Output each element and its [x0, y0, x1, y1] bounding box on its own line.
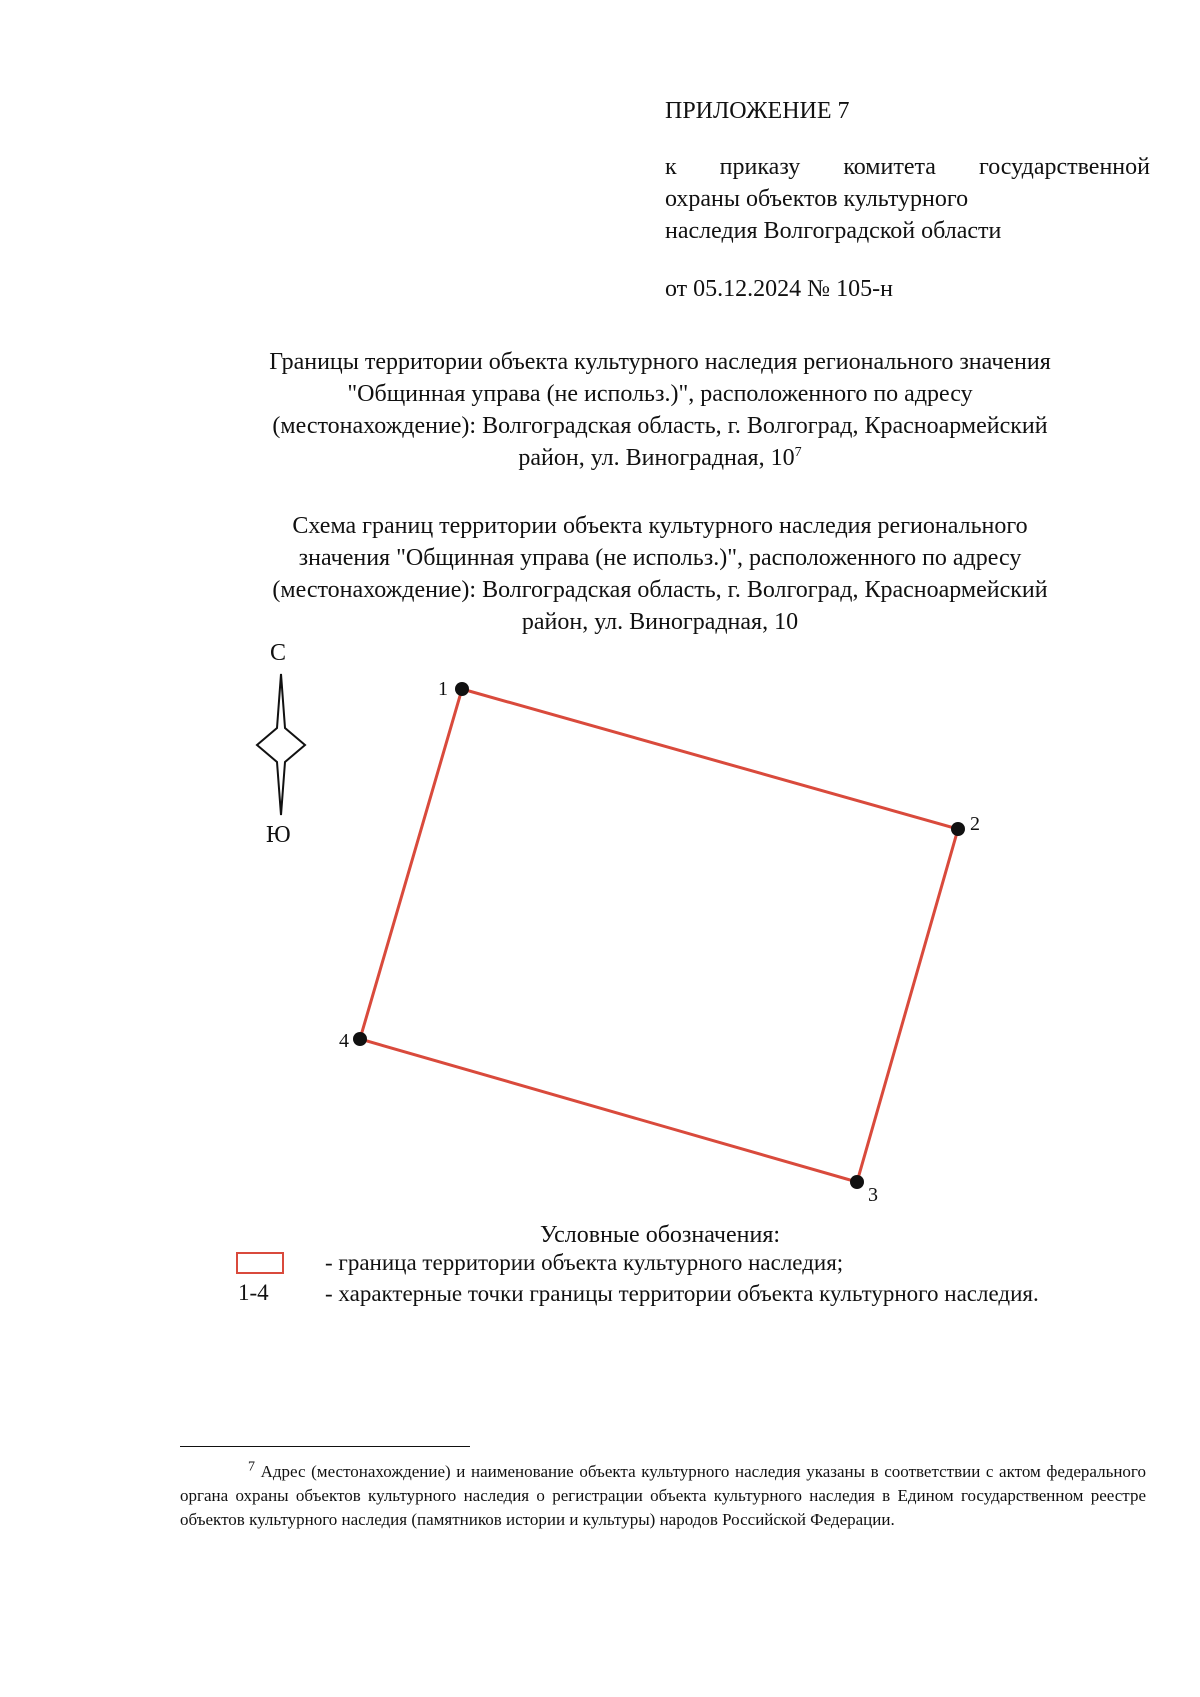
scheme-heading-line-4: район, ул. Виноградная, 10	[521, 609, 799, 635]
boundary-point-1	[455, 682, 469, 696]
scheme-heading-line-1: Схема границ территории объекта культурного наследия регионального	[292, 513, 1028, 539]
legend-boundary-text: - граница территории объекта культурного наследия;	[325, 1250, 844, 1275]
footnote-reference[interactable]: 7	[794, 445, 802, 460]
legend-title: Условные обозначения:	[540, 1222, 781, 1248]
compass-north-label: С	[270, 640, 287, 666]
boundary-heading-line-3: (местонахождение): Волгоградская область, г. Волгоград, Красноармейский	[272, 413, 1048, 439]
point-label-4: 4	[339, 1030, 349, 1052]
footnote-text: Адрес (местонахождение) и наименование объекта культурного наследия указаны в соответствии с актом федерального органа охраны объектов культурного наследия о регистрации объекта культурного наследия в Едином государственном реестре объектов культурного наследия (памятников истории и культуры) народов Российской Федерации.	[180, 1462, 1146, 1529]
legend-boundary-swatch	[236, 1252, 284, 1274]
point-label-2: 2	[970, 813, 980, 835]
footnote-separator	[180, 1446, 470, 1447]
legend-points-range: 1-4	[238, 1280, 269, 1305]
boundary-heading-line-4-text: район, ул. Виноградная, 10	[518, 445, 795, 471]
legend-points-text: - характерные точки границы территории объекта культурного наследия.	[325, 1281, 1039, 1306]
compass-rose-icon	[257, 674, 305, 815]
annex-order-line-1: к приказу комитета государственной	[665, 154, 1150, 180]
boundary-heading-line-1: Границы территории объекта культурного наследия регионального значения	[269, 349, 1051, 375]
boundary-point-4	[353, 1032, 367, 1046]
point-label-3: 3	[868, 1184, 878, 1206]
scheme-heading-line-2: значения "Общинная управа (не использ.)", расположенного по адресу	[298, 545, 1022, 571]
annex-order-line-2: охраны объектов культурного	[665, 186, 969, 212]
annex-order-line-3: наследия Волгоградской области	[665, 218, 1002, 244]
boundary-point-2	[951, 822, 965, 836]
annex-title: ПРИЛОЖЕНИЕ 7	[665, 98, 850, 124]
point-label-1: 1	[438, 678, 448, 700]
boundary-point-3	[850, 1175, 864, 1189]
footnote-mark: 7	[248, 1459, 255, 1475]
scheme-heading-line-3: (местонахождение): Волгоградская область, г. Волгоград, Красноармейский	[272, 577, 1048, 603]
territory-boundary	[360, 689, 958, 1182]
footnote	[180, 1460, 1146, 1532]
annex-date: от 05.12.2024 № 105-н	[665, 276, 893, 302]
compass-south-label: Ю	[266, 822, 291, 848]
boundary-heading-line-2: "Общинная управа (не использ.)", расположенного по адресу	[347, 381, 973, 407]
